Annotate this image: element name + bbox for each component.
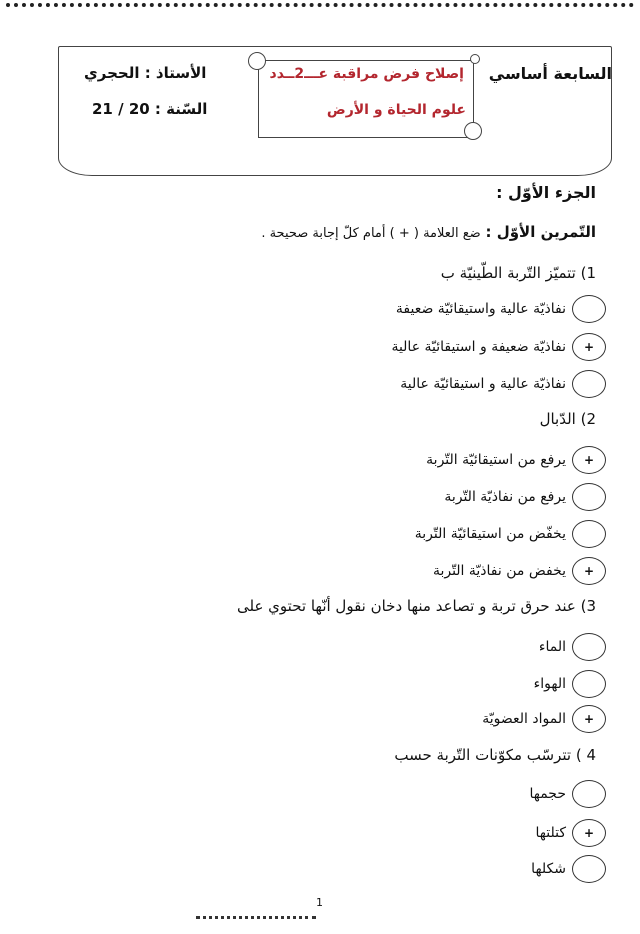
question-2-option-2 bbox=[444, 482, 606, 512]
option-label: شكلها bbox=[531, 861, 566, 877]
option-label: يخفض من نفاذيّة التّربة bbox=[432, 563, 566, 579]
question-1-option-1 bbox=[396, 294, 606, 324]
answer-circle bbox=[572, 780, 606, 808]
question-4-option-3 bbox=[531, 854, 606, 884]
answer-circle: + bbox=[572, 333, 606, 361]
answer-circle bbox=[572, 633, 606, 661]
question-4-option-2 bbox=[536, 818, 606, 848]
scroll-curl-icon bbox=[464, 122, 482, 140]
answer-circle bbox=[572, 295, 606, 323]
option-label: يخفّض من استيقائيّة التّربة bbox=[414, 526, 566, 542]
option-label: نفاذيّة عالية واستيقائيّة ضعيفة bbox=[395, 301, 566, 317]
question-1-option-3 bbox=[400, 369, 606, 399]
header-level: السابعة أساسي bbox=[488, 64, 612, 83]
answer-circle: + bbox=[572, 819, 606, 847]
header-year: السّنة : 20 / 21 bbox=[92, 100, 208, 118]
question-3-option-2 bbox=[534, 669, 606, 699]
header-title-line1: إصلاح فرض مراقبة عـــ2ــدد bbox=[269, 66, 464, 82]
exercise-instruction: ضع العلامة ( + ) أمام كلّ إجابة صحيحة . bbox=[261, 226, 481, 241]
answer-circle bbox=[572, 670, 606, 698]
answer-circle bbox=[572, 370, 606, 398]
option-label: المواد العضويّة bbox=[482, 711, 566, 727]
option-label: الماء bbox=[538, 639, 566, 655]
answer-circle: + bbox=[572, 557, 606, 585]
question-2-option-1 bbox=[426, 445, 606, 475]
question-3: 3) عند حرق تربة و تصاعد منها دخان نقول أنّها تحتوي على bbox=[237, 597, 596, 615]
answer-circle bbox=[572, 520, 606, 548]
header-teacher: الأستاذ : الحجري bbox=[84, 64, 207, 82]
page-number: 1 bbox=[316, 896, 323, 909]
option-label: يرفع من نفاذيّة التّربة bbox=[444, 489, 566, 505]
question-3-option-3 bbox=[482, 704, 606, 734]
bottom-dotted-border bbox=[196, 916, 316, 925]
part-title: الجزء الأوّل : bbox=[496, 183, 596, 202]
question-4-option-1 bbox=[529, 779, 606, 809]
question-2-option-3 bbox=[415, 519, 606, 549]
option-label: يرفع من استيقائيّة التّربة bbox=[426, 452, 566, 468]
scroll-curl-icon bbox=[470, 54, 480, 64]
question-4: 4 ) تترسّب مكوّنات التّربة حسب bbox=[394, 746, 596, 764]
answer-circle bbox=[572, 483, 606, 511]
exercise-label: التّمرين الأوّل : bbox=[485, 223, 596, 241]
option-label: كتلتها bbox=[535, 825, 566, 841]
question-2-option-4 bbox=[433, 556, 606, 586]
top-dotted-border bbox=[6, 3, 634, 13]
question-1: 1) تتميّز التّربة الطّينيّة ب bbox=[440, 264, 596, 282]
question-1-option-2 bbox=[391, 332, 606, 362]
answer-circle bbox=[572, 855, 606, 883]
answer-circle: + bbox=[572, 705, 606, 733]
option-label: نفاذيّة عالية و استيقائيّة عالية bbox=[400, 376, 566, 392]
exercise-heading bbox=[261, 223, 596, 241]
header-title-line2: علوم الحياة و الأرض bbox=[326, 102, 466, 118]
option-label: الهواء bbox=[533, 676, 566, 692]
question-2: 2) الدّبال bbox=[539, 410, 596, 428]
question-3-option-1 bbox=[539, 632, 606, 662]
answer-circle: + bbox=[572, 446, 606, 474]
option-label: نفاذيّة ضعيفة و استيقائيّة عالية bbox=[391, 339, 566, 355]
scroll-curl-icon bbox=[248, 52, 266, 70]
option-label: حجمها bbox=[529, 786, 566, 802]
